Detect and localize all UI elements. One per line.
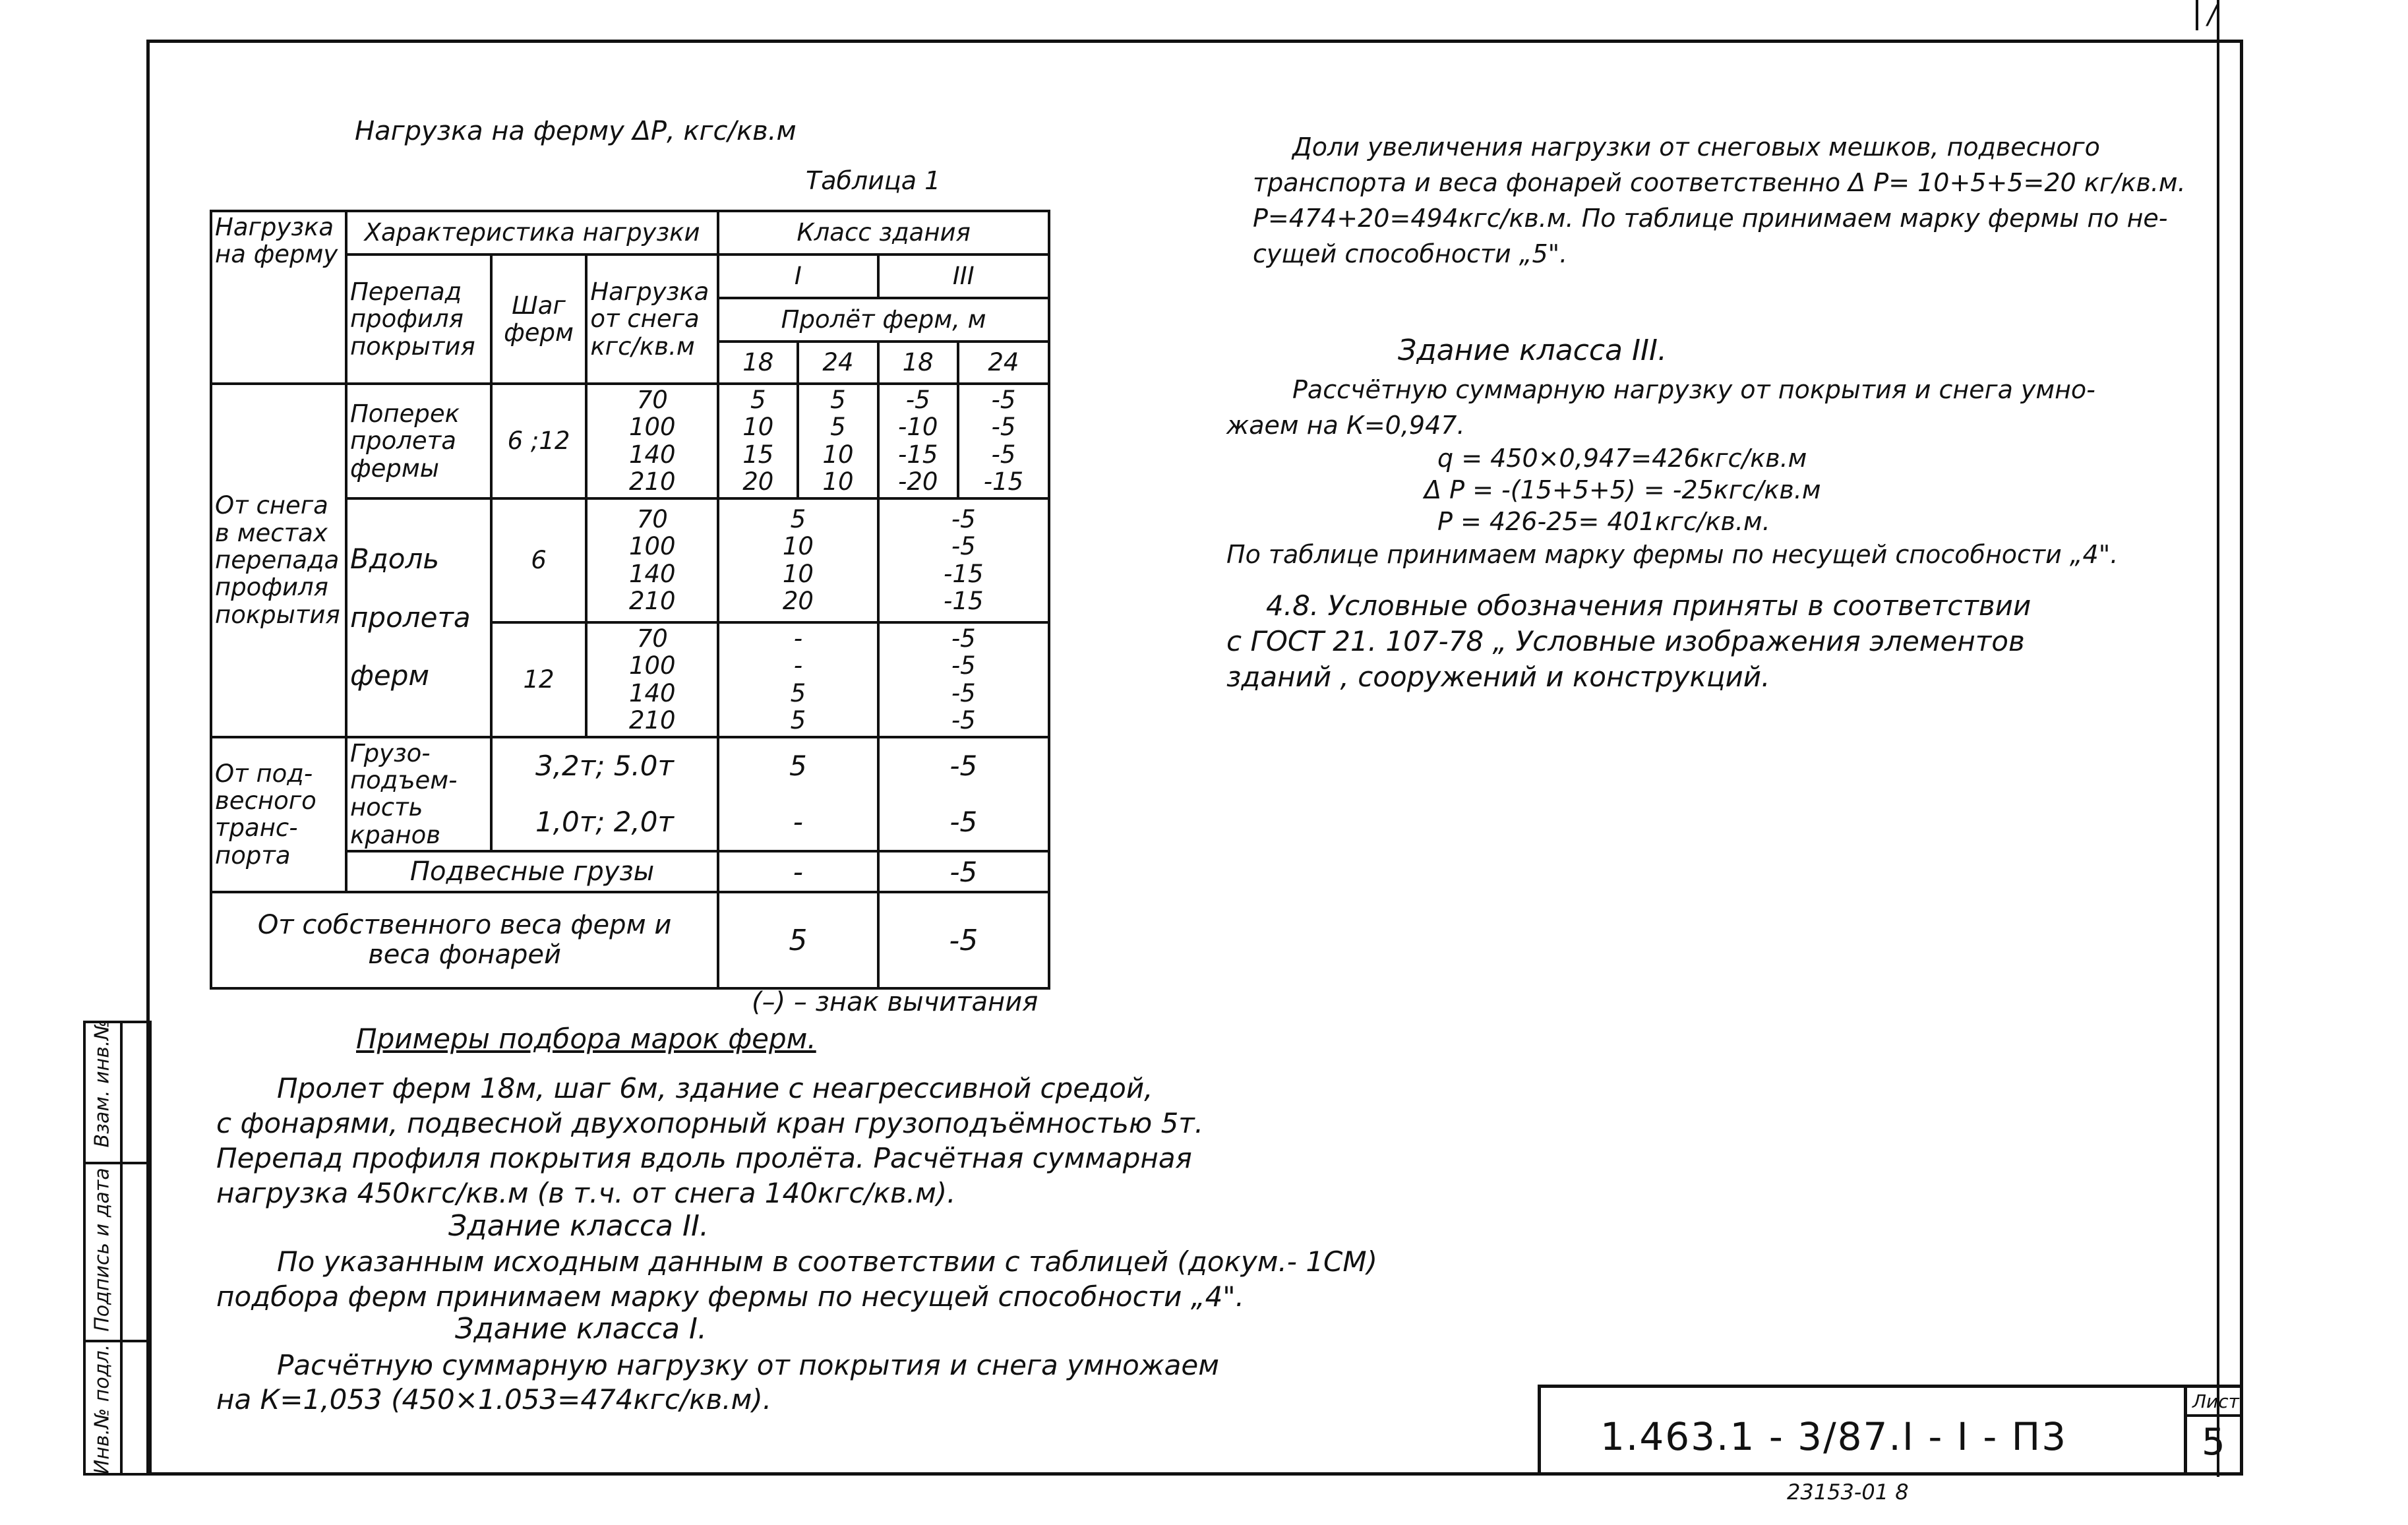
row-along-desc: Вдоль пролета ферм xyxy=(346,498,491,737)
minus-note: (–) – знак вычитания xyxy=(752,987,1038,1017)
value-cell: 10 xyxy=(822,440,854,469)
example-line: с фонарями, подвесной двухопорный кран грузоподъёмностью 5т. xyxy=(216,1107,1204,1139)
group-transport: От под-весного транс-порта xyxy=(211,737,346,893)
class-2-heading: Здание класса II. xyxy=(448,1209,709,1243)
value-cell: -15 xyxy=(983,467,1024,496)
header-load: Нагрузка на ферму xyxy=(211,211,346,384)
stamp-signature-date: Подпись и дата xyxy=(90,1168,114,1332)
value-cell: 70 xyxy=(636,386,668,414)
value-cell: -5 xyxy=(991,386,1016,414)
transport-capacity-1: 3,2т; 5.0т xyxy=(491,737,719,794)
value-cell: 20 xyxy=(782,587,814,616)
value-cell: -5 xyxy=(951,651,976,680)
examples-title: Примеры подбора марок ферм. xyxy=(356,1023,816,1055)
value-cell: 210 xyxy=(628,467,676,496)
sheet-number: 5 xyxy=(2202,1421,2225,1464)
value-cell: 140 xyxy=(628,559,676,588)
row-along12-c1 xyxy=(718,622,878,737)
value-cell: 5 xyxy=(790,678,806,707)
value-cell: -15 xyxy=(944,587,984,616)
header-characteristic: Характеристика нагрузки xyxy=(346,211,718,254)
example-line: Перепад профиля покрытия вдоль пролёта. Расчётная суммарная xyxy=(216,1142,1192,1174)
row-across-step: 6 ;12 xyxy=(491,384,587,498)
transport-c1-2: - xyxy=(718,794,878,851)
right-line: жаем на К=0,947. xyxy=(1226,411,1465,440)
value-cell: -5 xyxy=(991,413,1016,442)
value-cell: 70 xyxy=(636,504,668,533)
value-cell: -5 xyxy=(991,440,1016,469)
value-cell: 10 xyxy=(782,532,814,561)
value-cell: 100 xyxy=(628,413,676,442)
transport-c1-1: 5 xyxy=(718,737,878,794)
right-line: Рассчётную суммарную нагрузку от покрытия и снега умно- xyxy=(1292,375,2095,404)
side-stamp xyxy=(83,1021,152,1476)
value-cell: 210 xyxy=(628,706,676,735)
right-line: сущей способности „5". xyxy=(1253,239,1568,268)
row-across-c1-24 xyxy=(798,384,878,498)
header-span-18: 18 xyxy=(718,342,798,384)
example-line: Расчётную суммарную нагрузку от покрытия и снега умножаем xyxy=(277,1349,1219,1381)
example-line: По указанным исходным данным в соответствии с таблицей (докум.- 1СМ) xyxy=(277,1245,1377,1278)
row-across-c1-18 xyxy=(718,384,798,498)
value-cell: -10 xyxy=(897,413,938,442)
header-span: Пролёт ферм, м xyxy=(718,298,1049,342)
stamp-inv-original: Инв.№ подл. xyxy=(90,1344,114,1475)
sheet-label: Лист xyxy=(2192,1390,2239,1412)
example-line: Пролет ферм 18м, шаг 6м, здание с неагрессивной средой, xyxy=(277,1072,1153,1104)
right-line: По таблице принимаем марку фермы по несущей способности „4". xyxy=(1226,540,2119,569)
value-cell: 15 xyxy=(742,440,774,469)
value-cell: -5 xyxy=(951,706,976,735)
header-span-24: 24 xyxy=(958,342,1049,384)
title-block xyxy=(1538,1385,2243,1476)
hanging-loads-desc: Подвесные грузы xyxy=(346,851,718,892)
right-line: Доли увеличения нагрузки от снеговых мешков, подвесного xyxy=(1292,133,2100,162)
header-class: Класс здания xyxy=(718,211,1049,254)
page-heading: Нагрузка на ферму ΔР, кгс/кв.м xyxy=(355,116,797,146)
transport-capacity-2: 1,0т; 2,0т xyxy=(491,794,719,851)
row-along12-c3 xyxy=(878,622,1049,737)
value-cell: -20 xyxy=(897,467,938,496)
row-across-loads xyxy=(586,384,718,498)
transport-c3-2: -5 xyxy=(878,794,1049,851)
formula-line: Δ Р = -(15+5+5) = -25кгс/кв.м xyxy=(1424,475,1821,504)
value-cell: 5 xyxy=(830,386,846,414)
value-cell: 100 xyxy=(628,532,676,561)
right-line: зданий , сооружений и конструкций. xyxy=(1226,661,1770,693)
row-across-c3-24 xyxy=(958,384,1049,498)
header-class-1: I xyxy=(718,254,878,298)
value-cell: 10 xyxy=(782,559,814,588)
header-snow-load: Нагрузка от снега кгс/кв.м xyxy=(586,254,718,384)
value-cell: - xyxy=(793,624,803,653)
table-label: Таблица 1 xyxy=(806,166,941,195)
value-cell: -15 xyxy=(897,440,938,469)
corner-mark: / xyxy=(2208,0,2217,30)
own-weight-desc: От собственного веса ферм и веса фонарей xyxy=(211,892,718,988)
transport-c3-1: -5 xyxy=(878,737,1049,794)
right-line: Р=474+20=494кгс/кв.м. По таблице принимаем марку фермы по не- xyxy=(1253,204,2168,233)
load-table xyxy=(210,210,1050,990)
bottom-code: 23153-01 8 xyxy=(1787,1480,1909,1505)
value-cell: 5 xyxy=(790,504,806,533)
right-line: с ГОСТ 21. 107-78 „ Условные изображения элементов xyxy=(1226,625,2025,657)
value-cell: 10 xyxy=(742,413,774,442)
value-cell: 70 xyxy=(636,624,668,653)
value-cell: 10 xyxy=(822,467,854,496)
row-across-desc: Поперек пролета фермы xyxy=(346,384,491,498)
row-along-c3 xyxy=(878,498,1049,622)
value-cell: 20 xyxy=(742,467,774,496)
class-3-heading: Здание класса III. xyxy=(1398,334,1667,367)
hanging-c1: - xyxy=(718,851,878,892)
row-along12-loads xyxy=(586,622,718,737)
example-line: нагрузка 450кгс/кв.м (в т.ч. от снега 140кгс/кв.м). xyxy=(216,1177,956,1209)
example-line: на К=1,053 (450×1.053=474кгс/кв.м). xyxy=(216,1383,772,1416)
right-line: 4.8. Условные обозначения приняты в соответствии xyxy=(1266,589,2032,622)
value-cell: 5 xyxy=(830,413,846,442)
row-along12-step: 12 xyxy=(491,622,587,737)
document-code: 1.463.1 - 3/87.I - I - П3 xyxy=(1600,1414,2068,1459)
header-step: Шаг ферм xyxy=(491,254,587,384)
class-1-heading: Здание класса I. xyxy=(455,1312,707,1346)
row-across-c3-18 xyxy=(878,384,958,498)
value-cell: -15 xyxy=(944,559,984,588)
value-cell: 140 xyxy=(628,440,676,469)
row-along-c1 xyxy=(718,498,878,622)
right-line: транспорта и веса фонарей соответственно Δ Р= 10+5+5=20 кг/кв.м. xyxy=(1253,168,2186,197)
value-cell: -5 xyxy=(951,678,976,707)
header-class-3: III xyxy=(878,254,1049,298)
group-snow: От снега в местах перепада профиля покрытия xyxy=(211,384,346,737)
row-along-loads xyxy=(586,498,718,622)
example-line: подбора ферм принимаем марку фермы по несущей способности „4". xyxy=(216,1280,1244,1313)
formula-line: Р = 426-25= 401кгс/кв.м. xyxy=(1437,507,1770,536)
value-cell: - xyxy=(793,651,803,680)
value-cell: 5 xyxy=(750,386,766,414)
stamp-replace-inv: Взам. инв.№ xyxy=(90,1019,114,1148)
right-margin-line xyxy=(2217,0,2243,1477)
row-along-step: 6 xyxy=(491,498,587,622)
header-span-24: 24 xyxy=(798,342,878,384)
value-cell: 100 xyxy=(628,651,676,680)
value-cell: -5 xyxy=(951,504,976,533)
own-weight-c1: 5 xyxy=(718,892,878,988)
title-code-cell xyxy=(1541,1388,2187,1472)
formula-line: q = 450×0,947=426кгс/кв.м xyxy=(1437,444,1807,473)
corner-tick xyxy=(2196,0,2198,30)
hanging-c3: -5 xyxy=(878,851,1049,892)
value-cell: -5 xyxy=(951,624,976,653)
transport-desc: Грузо-подъем-ность кранов xyxy=(346,737,491,852)
own-weight-c3: -5 xyxy=(878,892,1049,988)
value-cell: 140 xyxy=(628,678,676,707)
value-cell: 5 xyxy=(790,706,806,735)
sheet-label-cell xyxy=(2187,1388,2243,1417)
header-drop: Перепад профиля покрытия xyxy=(346,254,491,384)
side-stamp-divider xyxy=(120,1023,123,1473)
value-cell: 210 xyxy=(628,587,676,616)
header-span-18: 18 xyxy=(878,342,958,384)
value-cell: -5 xyxy=(905,386,930,414)
value-cell: -5 xyxy=(951,532,976,561)
